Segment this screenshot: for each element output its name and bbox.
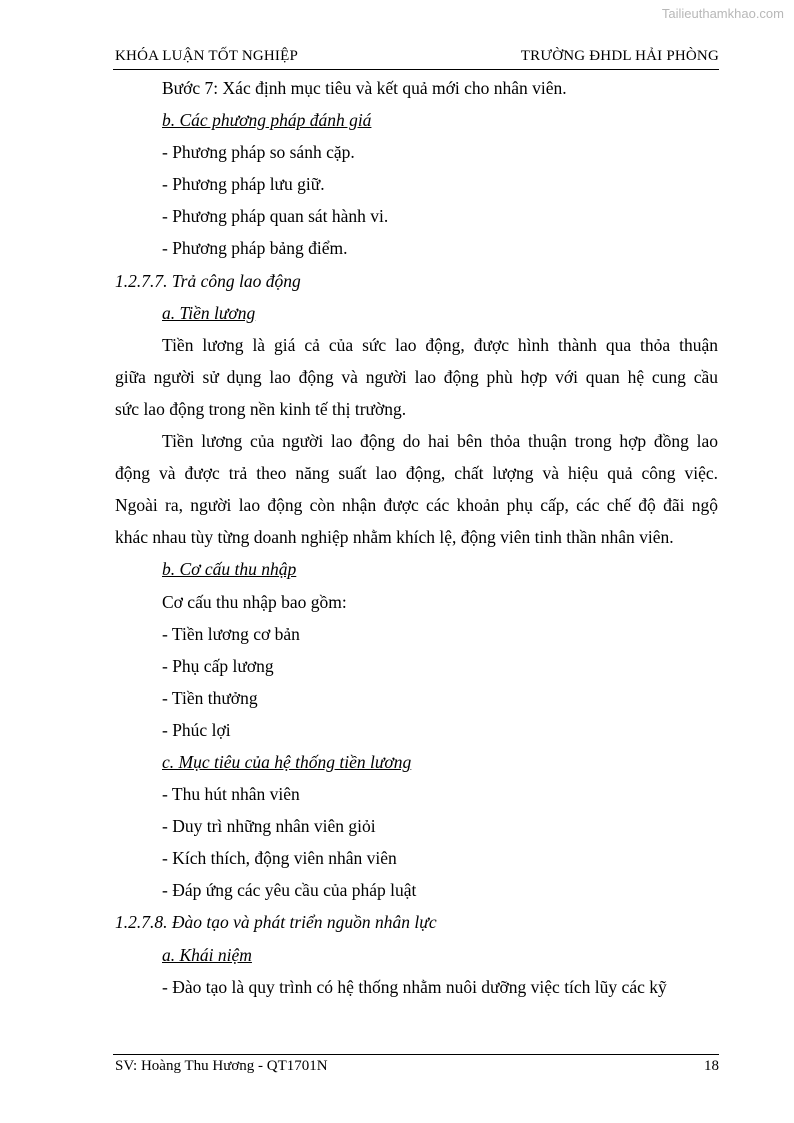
subheading-text: b. Cơ cấu thu nhập [162, 559, 297, 580]
header-university-label: TRƯỜNG ĐHDL HẢI PHÒNG [520, 48, 719, 64]
list-item: - Phương pháp quan sát hành vi. [162, 206, 389, 227]
paragraph-line: động và được trả theo năng suất lao động, chất lượng và hiệu quả công việc. [115, 463, 718, 484]
list-item: - Tiền thưởng [162, 687, 258, 708]
subheading-income-structure [115, 553, 718, 585]
section-heading-1-2-7-7: 1.2.7.7. Trả công lao động [115, 270, 301, 291]
list-item: - Kích thích, động viên nhân viên [162, 848, 397, 869]
subheading-salary [115, 297, 718, 329]
paragraph-line: Tiền lương của người lao động do hai bên thỏa thuận trong hợp đồng lao [162, 431, 718, 452]
watermark: Tailieuthamkhao.com [661, 6, 784, 21]
list-item: - Tiền lương cơ bản [162, 623, 300, 644]
list-item: - Thu hút nhân viên [162, 784, 300, 805]
footer-divider [113, 1054, 719, 1055]
paragraph-line: giữa người sử dụng lao động và người lao động phù hợp với quan hệ cung cầu [115, 366, 718, 387]
list-item: - Phương pháp lưu giữ. [162, 174, 325, 195]
subheading-evaluation-methods [115, 104, 718, 136]
header-divider [113, 69, 719, 70]
page-body [115, 72, 718, 1003]
paragraph-line: Tiền lương là giá cả của sức lao động, được hình thành qua thỏa thuận [162, 334, 718, 355]
paragraph-line: Cơ cấu thu nhập bao gồm: [162, 591, 347, 612]
paragraph-step-7: Bước 7: Xác định mục tiêu và kết quả mới cho nhân viên. [162, 78, 567, 98]
list-item: - Phương pháp bảng điểm. [162, 238, 348, 259]
list-item: - Phụ cấp lương [162, 655, 274, 676]
subheading-salary-system-goals [115, 746, 718, 778]
paragraph-line: Ngoài ra, người lao động còn nhận được các khoản phụ cấp, các chế độ đãi ngộ [115, 495, 718, 516]
subheading-concept [115, 939, 718, 971]
paragraph-line: sức lao động trong nền kinh tế thị trường. [115, 398, 407, 419]
paragraph-line: - Đào tạo là quy trình có hệ thống nhằm nuôi dưỡng việc tích lũy các kỹ [162, 976, 667, 997]
subheading-text: c. Mục tiêu của hệ thống tiền lương [162, 751, 412, 772]
subheading-text: b. Các phương pháp đánh giá [162, 110, 372, 131]
subheading-text: a. Khái niệm [162, 944, 252, 965]
list-item: - Duy trì những nhân viên giỏi [162, 816, 376, 837]
list-item: - Phúc lợi [162, 719, 231, 740]
list-item: - Đáp ứng các yêu cầu của pháp luật [162, 880, 417, 901]
page-footer [115, 1058, 719, 1078]
section-heading-1-2-7-8: 1.2.7.8. Đào tạo và phát triển nguồn nhân lực [115, 912, 437, 933]
header-thesis-label: KHÓA LUẬN TỐT NGHIỆP [115, 48, 299, 64]
list-item: - Phương pháp so sánh cặp. [162, 142, 355, 163]
page-header [115, 48, 719, 68]
page-number: 18 [704, 1058, 719, 1074]
paragraph-line: khác nhau tùy từng doanh nghiệp nhằm khích lệ, động viên tinh thần nhân viên. [115, 527, 674, 548]
subheading-text: a. Tiền lương [162, 302, 256, 323]
footer-student-label: SV: Hoàng Thu Hương - QT1701N [115, 1058, 328, 1074]
